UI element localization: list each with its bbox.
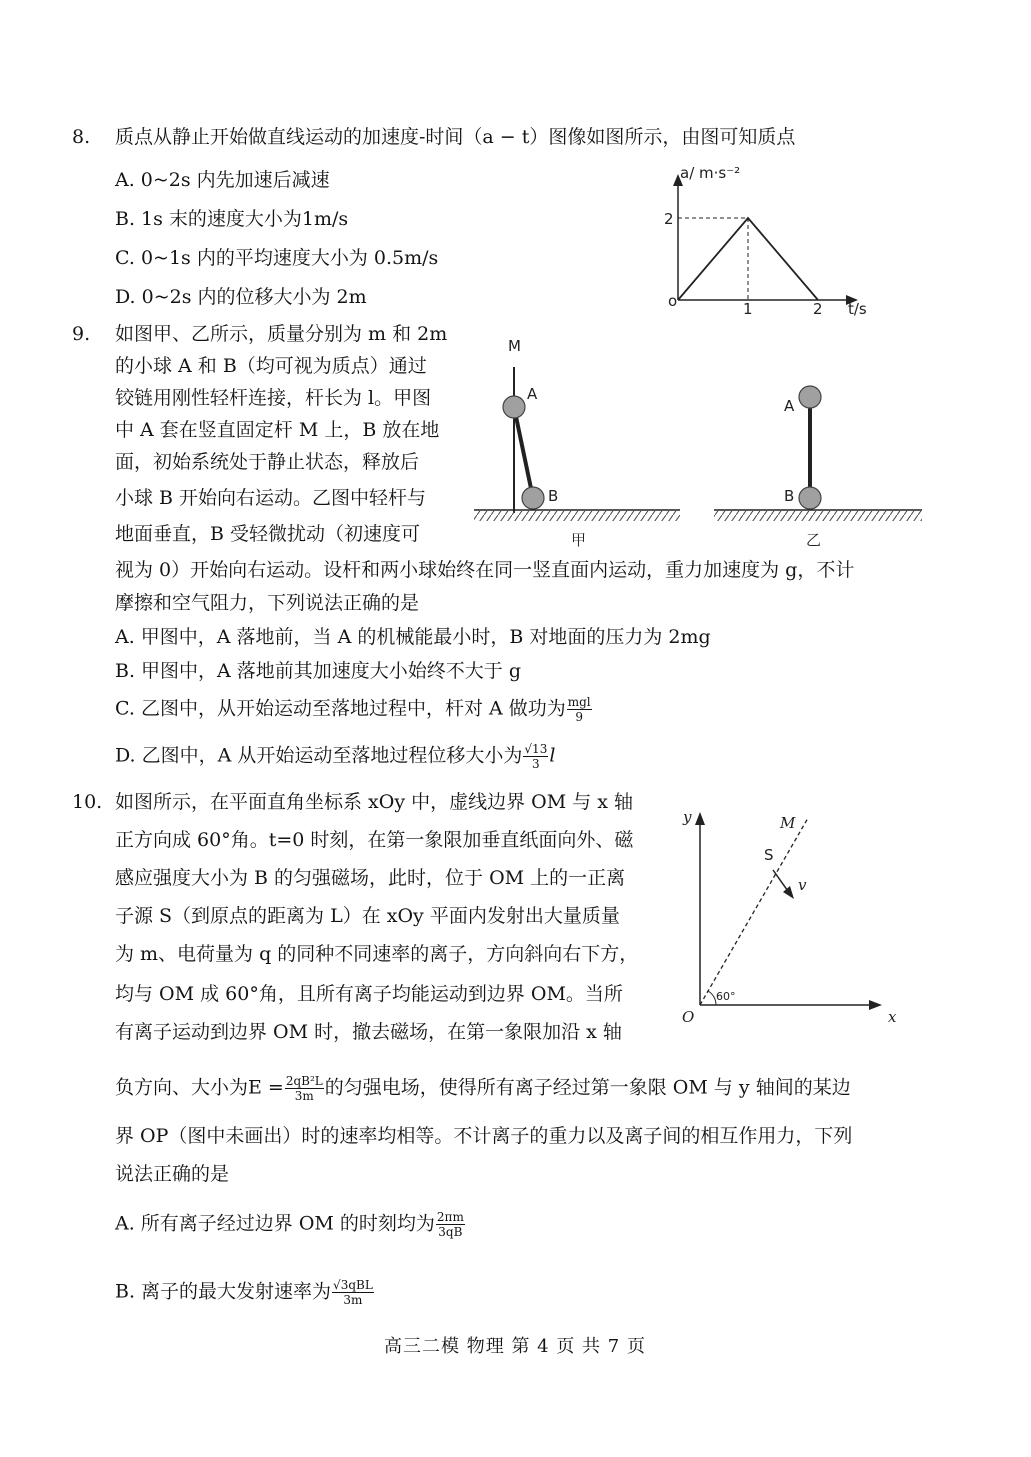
t-axis-label: t/s xyxy=(848,300,867,318)
question-9-number: 9. xyxy=(72,323,91,345)
boundary-m-label: M xyxy=(780,814,796,832)
x-axis-arrow xyxy=(869,1000,882,1010)
option-c-fraction xyxy=(567,695,592,724)
rod-balls-figure xyxy=(470,335,930,555)
right-label-a: A xyxy=(784,397,795,415)
page-footer: 高三二模 物理 第 4 页 共 7 页 xyxy=(384,1336,646,1357)
fraction-numerator: 2πm xyxy=(436,1210,464,1224)
question-9-stem-line: 的小球 A 和 B（均可视为质点）通过 xyxy=(115,355,427,377)
question-9-stem-line: 中 A 套在竖直固定杆 M 上，B 放在地 xyxy=(115,419,440,441)
question-8-number: 8. xyxy=(72,126,91,148)
question-9-stem-line: 如图甲、乙所示，质量分别为 m 和 2m xyxy=(115,323,448,345)
left-caption: 甲 xyxy=(571,531,587,549)
a-tick-2: 2 xyxy=(664,210,674,228)
question-10-stem-line: 如图所示，在平面直角坐标系 xOy 中，虚线边界 OM 与 x 轴 xyxy=(115,791,634,813)
t-tick-1: 1 xyxy=(743,300,753,318)
left-label-a: A xyxy=(527,385,538,403)
coordinate-field-figure xyxy=(670,800,910,1035)
source-s-label: S xyxy=(764,846,774,864)
question-9-stem-line: 地面垂直，B 受轻微扰动（初速度可 xyxy=(115,523,421,545)
question-10-option-b xyxy=(115,1278,375,1307)
question-10-stem-line: 为 m、电荷量为 q 的同种不同速率的离子，方向斜向右下方， xyxy=(115,943,639,965)
field-fraction xyxy=(285,1074,324,1103)
option-d-text: D. 乙图中，A 从开始运动至落地过程位移大小为 xyxy=(115,744,523,767)
angle-arc xyxy=(708,991,716,1005)
velocity-arrowhead xyxy=(783,886,794,899)
fraction-denominator: 3 xyxy=(532,757,540,771)
option-d-fraction xyxy=(523,742,548,771)
angle-label: 60° xyxy=(716,990,736,1003)
question-10-stem-line: 均与 OM 成 60°角，且所有离子均能运动到边界 OM。当所 xyxy=(115,983,623,1005)
question-10-stem-line: 感应强度大小为 B 的匀强磁场，此时，位于 OM 上的一正离 xyxy=(115,867,626,889)
fraction-numerator: mgl xyxy=(567,695,591,709)
left-ball-a xyxy=(503,396,525,418)
acceleration-line xyxy=(678,218,818,300)
question-8-stem: 质点从静止开始做直线运动的加速度-时间（a − t）图像如图所示，由图可知质点 xyxy=(115,126,796,148)
question-8-option-d: D. 0~2s 内的位移大小为 2m xyxy=(115,286,367,308)
acceleration-time-graph xyxy=(660,160,890,320)
question-9-stem-cont: 摩擦和空气阻力，下列说法正确的是 xyxy=(115,592,420,614)
option-d-suffix: l xyxy=(549,744,556,767)
fraction-numerator: √13 xyxy=(524,742,548,756)
question-9-option-c xyxy=(115,695,593,724)
option-b-text: B. 离子的最大发射速率为 xyxy=(115,1280,332,1303)
question-9-stem-line: 小球 B 开始向右运动。乙图中轻杆与 xyxy=(115,487,427,509)
question-10-stem-line: 子源 S（到原点的距离为 L）在 xOy 平面内发射出大量质量 xyxy=(115,905,620,927)
question-8-option-a: A. 0~2s 内先加速后减速 xyxy=(115,169,330,191)
option-a-text: A. 所有离子经过边界 OM 的时刻均为 xyxy=(115,1212,435,1235)
question-9-option-d xyxy=(115,742,555,771)
question-8-option-b: B. 1s 末的速度大小为1m/s xyxy=(115,208,349,230)
question-10-stem-cont: 界 OP（图中未画出）时的速率均相等。不计离子的重力以及离子间的相互作用力，下列 xyxy=(115,1125,853,1147)
question-10-option-a xyxy=(115,1210,466,1239)
y-axis-label: y xyxy=(683,808,692,826)
right-label-b: B xyxy=(784,487,795,505)
right-ball-b xyxy=(799,487,821,509)
fraction-denominator: 3m xyxy=(343,1293,363,1307)
question-10-number: 10. xyxy=(72,791,103,813)
question-10-field-line xyxy=(115,1074,851,1103)
boundary-om xyxy=(700,818,808,1005)
question-10-stem-line: 有离子运动到边界 OM 时，撤去磁场，在第一象限加沿 x 轴 xyxy=(115,1021,622,1043)
field-text-post: 的匀强电场，使得所有离子经过第一象限 OM 与 y 轴间的某边 xyxy=(324,1076,851,1099)
t-tick-2: 2 xyxy=(813,300,823,318)
rod-m-label: M xyxy=(508,337,521,355)
origin-o-label: O xyxy=(682,1008,695,1026)
x-axis-label: x xyxy=(888,1008,897,1026)
question-9-stem-cont: 视为 0）开始向右运动。设杆和两小球始终在同一竖直面内运动，重力加速度为 g，不计 xyxy=(115,559,855,581)
fraction-denominator: 9 xyxy=(575,710,584,724)
question-10-stem-cont: 说法正确的是 xyxy=(115,1163,230,1185)
fraction-numerator: 2qB²L xyxy=(285,1074,323,1088)
fraction-denominator: 3m xyxy=(294,1089,314,1103)
option-b-fraction xyxy=(332,1278,374,1307)
right-ground-hatch xyxy=(714,511,922,521)
fraction-numerator: √3qBL xyxy=(333,1278,373,1292)
velocity-label: v xyxy=(798,876,807,894)
question-10-stem-line: 正方向成 60°角。t=0 时刻，在第一象限加垂直纸面向外、磁 xyxy=(115,829,634,851)
left-label-b: B xyxy=(548,487,559,505)
fraction-denominator: 3qB xyxy=(438,1225,463,1239)
question-9-stem-line: 铰链用刚性轻杆连接，杆长为 l。甲图 xyxy=(115,387,432,409)
right-ball-a xyxy=(799,386,821,408)
origin-label: o xyxy=(668,292,678,310)
left-light-rod xyxy=(514,407,533,498)
question-9-option-b: B. 甲图中，A 落地前其加速度大小始终不大于 g xyxy=(115,660,522,682)
option-c-text: C. 乙图中，从开始运动至落地过程中，杆对 A 做功为 xyxy=(115,697,566,720)
option-a-fraction xyxy=(436,1210,465,1239)
right-caption: 乙 xyxy=(806,531,822,549)
a-axis-label: a/ m·s⁻² xyxy=(680,164,741,182)
question-9-stem-line: 面，初始系统处于静止状态，释放后 xyxy=(115,451,420,473)
question-9-option-a: A. 甲图中，A 落地前，当 A 的机械能最小时，B 对地面的压力为 2mg xyxy=(115,626,711,648)
question-8-option-c: C. 0~1s 内的平均速度大小为 0.5m/s xyxy=(115,247,439,269)
y-axis-arrow xyxy=(695,812,705,825)
left-ball-b xyxy=(522,487,544,509)
left-ground-hatch xyxy=(474,511,680,521)
field-text-pre: 负方向、大小为E = xyxy=(115,1076,284,1099)
